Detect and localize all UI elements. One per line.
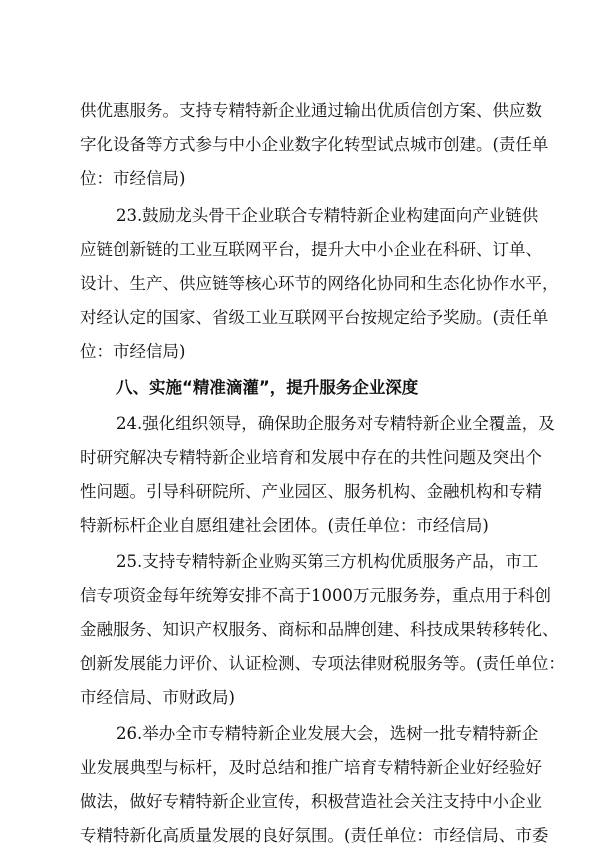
paragraph-24-first-line: 24.强化组织领导，确保助企服务对专精特新企业全覆盖，及 bbox=[116, 414, 555, 433]
paragraph-26-first-line: 26.举办全市专精特新企业发展大会，选树一批专精特新企 bbox=[116, 724, 539, 743]
body-line: 做法，做好专精特新企业宣传，积极营造社会关注支持中小企业 bbox=[80, 792, 542, 811]
body-line: 市经信局、市财政局) bbox=[80, 688, 235, 707]
body-line: 专精特新化高质量发展的良好氛围。(责任单位：市经信局、市委 bbox=[80, 826, 549, 845]
body-line: 位：市经信局) bbox=[80, 169, 186, 188]
paragraph-23-first-line: 23.鼓励龙头骨干企业联合专精特新企业构建面向产业链供 bbox=[116, 206, 539, 225]
body-line: 字化设备等方式参与中小企业数字化转型试点城市创建。(责任单 bbox=[80, 135, 549, 154]
body-line: 特新标杆企业自愿组建社会团体。(责任单位：市经信局) bbox=[80, 516, 489, 535]
body-line: 供优惠服务。支持专精特新企业通过输出优质信创方案、供应数 bbox=[80, 101, 542, 120]
body-line: 业发展典型与标杆，及时总结和推广培育专精特新企业好经验好 bbox=[80, 758, 542, 777]
body-line: 信专项资金每年统筹安排不高于1000万元服务券，重点用于科创 bbox=[80, 586, 551, 605]
body-line: 性问题。引导科研院所、产业园区、服务机构、金融机构和专精 bbox=[80, 482, 542, 501]
body-line: 应链创新链的工业互联网平台，提升大中小企业在科研、订单、 bbox=[80, 240, 542, 259]
body-line: 设计、生产、供应链等核心环节的网络化协同和生态化协作水平， bbox=[80, 274, 559, 293]
body-line: 金融服务、知识产权服务、商标和品牌创建、科技成果转移转化、 bbox=[80, 620, 559, 639]
paragraph-25-first-line: 25.支持专精特新企业购买第三方机构优质服务产品，市工 bbox=[116, 552, 539, 571]
section-heading: 八、实施“精准滴灌”，提升服务企业深度 bbox=[116, 378, 419, 397]
body-line: 对经认定的国家、省级工业互联网平台按规定给予奖励。(责任单 bbox=[80, 308, 549, 327]
body-line: 时研究解决专精特新企业培育和发展中存在的共性问题及突出个 bbox=[80, 448, 542, 467]
body-line: 创新发展能力评价、认证检测、专项法律财税服务等。(责任单位： bbox=[80, 654, 565, 673]
body-line: 位：市经信局) bbox=[80, 342, 186, 361]
